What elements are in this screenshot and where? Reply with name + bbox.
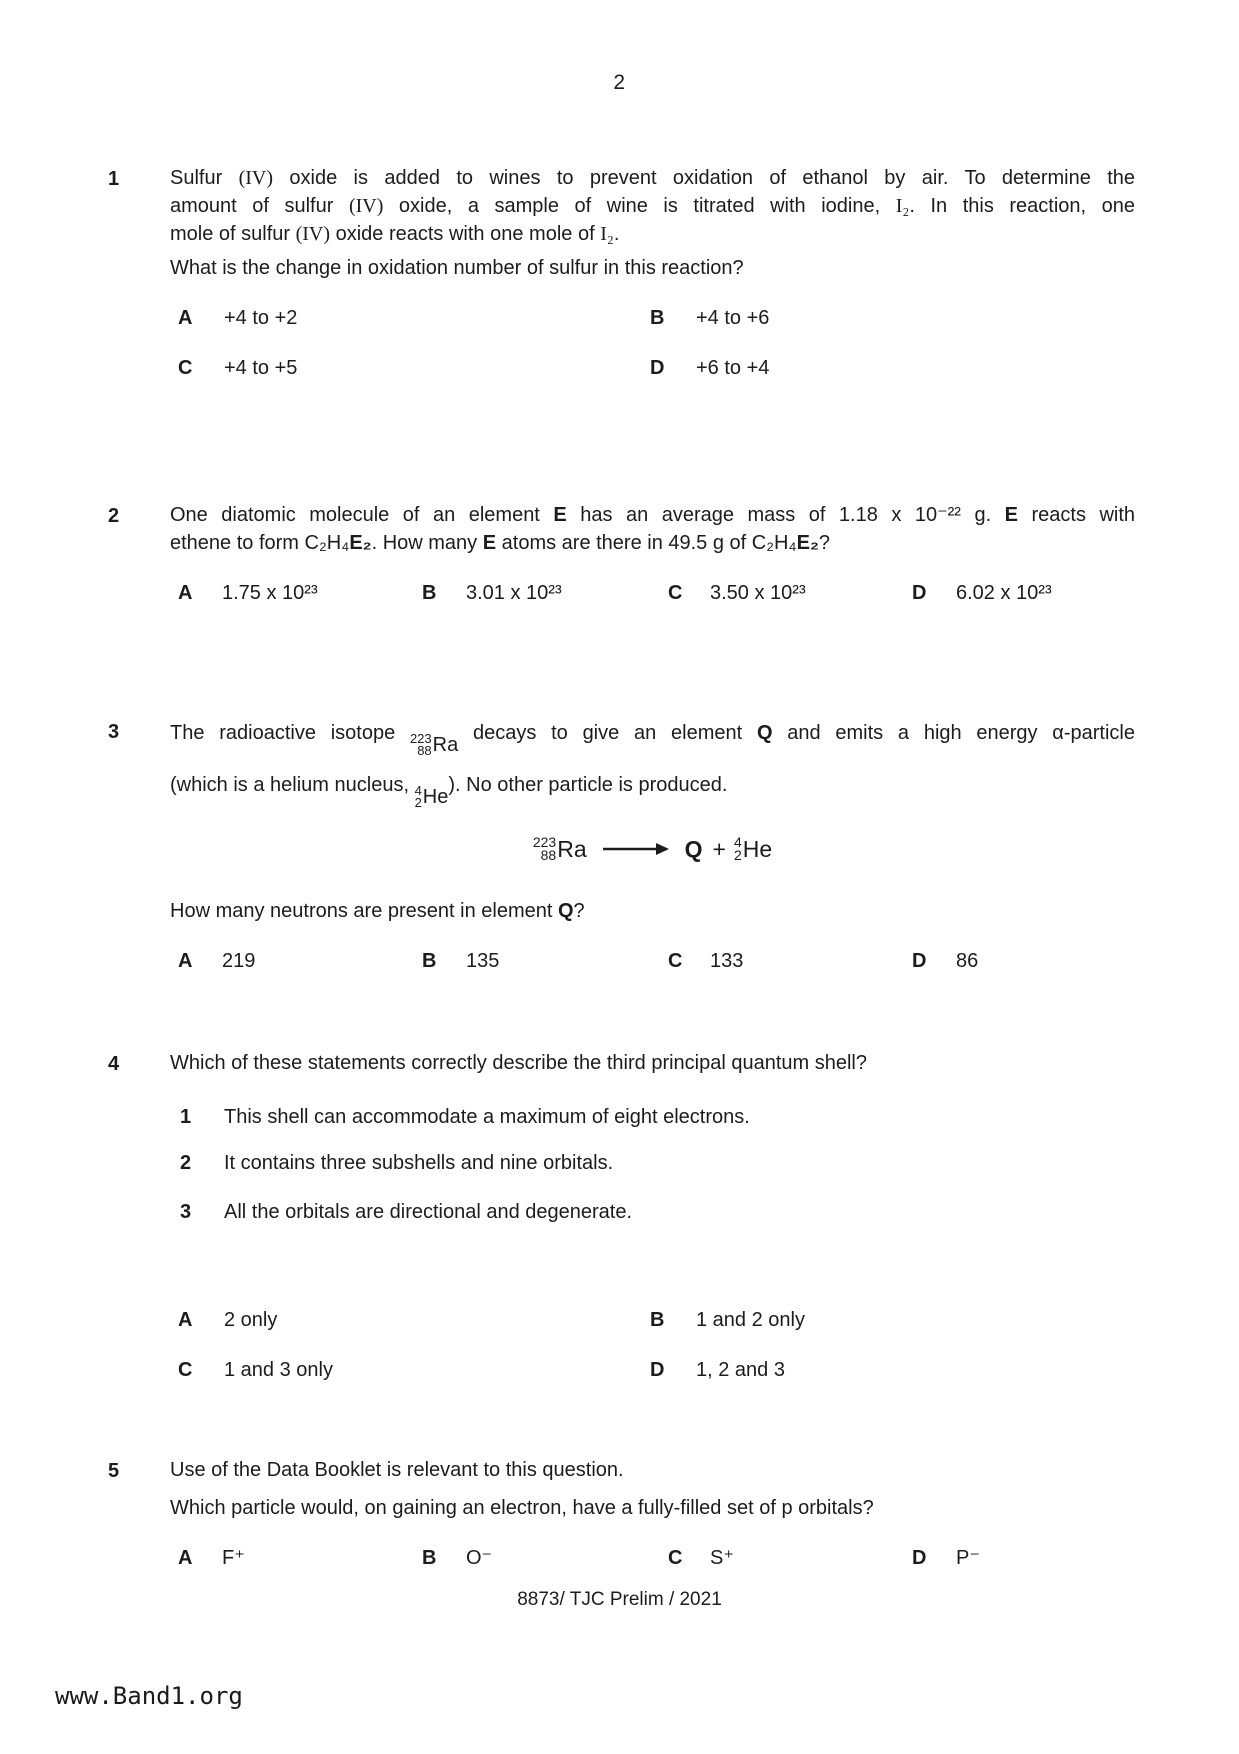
option-text: 1 and 3 only bbox=[224, 1359, 333, 1381]
statement-number: 2 bbox=[180, 1152, 192, 1174]
text-line: mole of sulfur (IV) oxide reacts with one mole of I₂. bbox=[170, 223, 620, 245]
question-prompt: What is the change in oxidation number of sulfur in this reaction? bbox=[170, 257, 744, 279]
question-prompt: How many neutrons are present in element Q? bbox=[170, 900, 585, 922]
options bbox=[170, 579, 1135, 629]
statement-number: 1 bbox=[180, 1106, 192, 1128]
question-number: 1 bbox=[108, 168, 120, 190]
option-text: 3.50 x 10²³ bbox=[710, 582, 806, 604]
page-number: 2 bbox=[613, 71, 626, 94]
options bbox=[170, 947, 1135, 997]
option-label: C bbox=[668, 950, 683, 972]
option-label: C bbox=[178, 1359, 193, 1381]
paper-code-footer: 8873/ TJC Prelim / 2021 bbox=[517, 1589, 722, 1610]
statement-number: 3 bbox=[180, 1201, 192, 1223]
question-number: 2 bbox=[108, 505, 120, 527]
text-line: ethene to form C₂H₄E₂. How many E atoms are there in 49.5 g of C₂H₄E₂? bbox=[170, 532, 830, 554]
statement-row bbox=[170, 1103, 1135, 1131]
option-label: A bbox=[178, 1309, 193, 1331]
option-label: B bbox=[422, 1547, 437, 1569]
nuclide-ra-223: 223 88 Ra bbox=[532, 834, 587, 863]
option-text: 1.75 x 10²³ bbox=[222, 582, 318, 604]
option-text: 2 only bbox=[224, 1309, 278, 1331]
option-text: 135 bbox=[466, 950, 500, 972]
option-text: 133 bbox=[710, 950, 744, 972]
option-text: 6.02 x 10²³ bbox=[956, 582, 1052, 604]
option-label: D bbox=[912, 950, 927, 972]
element-q: Q bbox=[684, 836, 703, 862]
statement-text: It contains three subshells and nine orbitals. bbox=[224, 1152, 614, 1174]
option-text: S⁺ bbox=[710, 1547, 734, 1569]
options bbox=[170, 1544, 1135, 1594]
option-label: A bbox=[178, 1547, 193, 1569]
option-label: D bbox=[912, 1547, 927, 1569]
option-label: A bbox=[178, 950, 193, 972]
option-row bbox=[170, 304, 1135, 354]
question-prompt: Which particle would, on gaining an electron, have a fully-filled set of p orbitals? bbox=[170, 1497, 874, 1519]
statement-row bbox=[170, 1198, 1135, 1226]
option-row bbox=[170, 1544, 1135, 1594]
option-text: +4 to +2 bbox=[224, 307, 298, 329]
option-label: C bbox=[178, 357, 193, 379]
option-text: +6 to +4 bbox=[696, 357, 770, 379]
option-text: 219 bbox=[222, 950, 256, 972]
text-line: amount of sulfur (IV) oxide, a sample of wine is titrated with iodine, I₂. In this reaction, one bbox=[170, 195, 1135, 217]
nuclide-ra-223: 223 88 Ra bbox=[409, 731, 459, 758]
option-text: P⁻ bbox=[956, 1547, 980, 1569]
option-row bbox=[170, 1306, 1135, 1356]
question-number: 5 bbox=[108, 1460, 120, 1482]
question-text bbox=[170, 713, 1135, 817]
option-text: O⁻ bbox=[466, 1547, 493, 1569]
option-row bbox=[170, 354, 1135, 404]
question-number: 3 bbox=[108, 721, 120, 743]
nuclide-he-4: 4 2 He bbox=[414, 783, 449, 810]
option-row bbox=[170, 579, 1135, 629]
option-label: C bbox=[668, 582, 683, 604]
option-label: D bbox=[912, 582, 927, 604]
nuclide-he-4: 4 2 He bbox=[733, 834, 773, 863]
option-text: +4 to +5 bbox=[224, 357, 298, 379]
option-text: 3.01 x 10²³ bbox=[466, 582, 562, 604]
option-label: A bbox=[178, 582, 193, 604]
plus-sign: + bbox=[712, 836, 726, 862]
option-label: C bbox=[668, 1547, 683, 1569]
option-text: 1 and 2 only bbox=[696, 1309, 805, 1331]
option-text: 86 bbox=[956, 950, 979, 972]
question-number: 4 bbox=[108, 1053, 120, 1075]
option-label: B bbox=[422, 950, 437, 972]
text-line: (which is a helium nucleus, 4 2 He ). No other particle is produced. bbox=[170, 765, 1135, 817]
option-label: D bbox=[650, 1359, 665, 1381]
watermark-url: www.Band1.org bbox=[55, 1682, 243, 1710]
option-row bbox=[170, 1356, 1135, 1406]
option-row bbox=[170, 947, 1135, 997]
option-label: B bbox=[422, 582, 437, 604]
options bbox=[170, 304, 1135, 404]
reaction-equation bbox=[170, 827, 1135, 871]
option-label: B bbox=[650, 1309, 665, 1331]
text-line: One diatomic molecule of an element E has an average mass of 1.18 x 10⁻²² g. E reacts with bbox=[170, 504, 1136, 526]
options bbox=[170, 1306, 1135, 1406]
option-text: 1, 2 and 3 bbox=[696, 1359, 785, 1381]
option-label: A bbox=[178, 307, 193, 329]
option-label: B bbox=[650, 307, 665, 329]
question-prompt: Which of these statements correctly describe the third principal quantum shell? bbox=[170, 1052, 868, 1074]
text-line: Sulfur (IV) oxide is added to wines to prevent oxidation of ethanol by air. To determine the bbox=[170, 167, 1136, 189]
statement-text: This shell can accommodate a maximum of eight electrons. bbox=[224, 1106, 750, 1128]
reaction-arrow-icon bbox=[603, 841, 669, 857]
option-text: F⁺ bbox=[222, 1547, 245, 1569]
option-text: +4 to +6 bbox=[696, 307, 770, 329]
question-text: Use of the Data Booklet is relevant to this question. bbox=[170, 1459, 624, 1481]
question-text bbox=[170, 164, 1135, 248]
text-line: The radioactive isotope 223 88 Ra decays to give an element Q and emits a high energy α-particle bbox=[170, 713, 1135, 765]
question-text bbox=[170, 501, 1135, 557]
option-label: D bbox=[650, 357, 665, 379]
statement-row bbox=[170, 1149, 1135, 1177]
statement-text: All the orbitals are directional and degenerate. bbox=[224, 1201, 633, 1223]
